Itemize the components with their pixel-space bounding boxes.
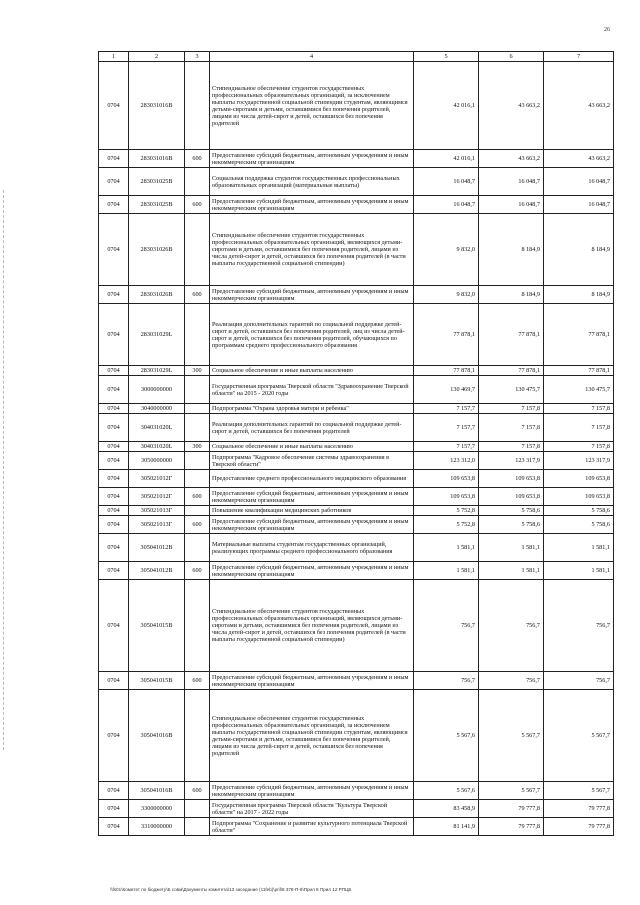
item-name: Предоставление среднего профессионального медицинского образования xyxy=(210,470,414,488)
target-article-code: 283031016В xyxy=(129,62,185,150)
target-article-code: 305041015В xyxy=(129,672,185,690)
target-article-code: 3050000000 xyxy=(129,452,185,470)
column-header: 7 xyxy=(544,52,614,62)
table-row xyxy=(99,286,614,304)
table-row xyxy=(99,168,614,196)
item-name: Предоставление субсидий бюджетным, автономным учреждениям и иным некоммерческим организациям xyxy=(210,150,414,168)
target-article-code: 283031029L xyxy=(129,366,185,376)
table-row xyxy=(99,196,614,214)
item-name: Предоставление субсидий бюджетным, автономным учреждениям и иным некоммерческим организациям xyxy=(210,286,414,304)
item-name: Материальные выплаты студентам государственных организаций, реализующих программы среднего профессионального образования xyxy=(210,534,414,562)
amount-year-2: 16 048,7 xyxy=(479,196,544,214)
table-row xyxy=(99,672,614,690)
table-row xyxy=(99,690,614,782)
footer-file-path: \\fs01\Комитет по бюджету\Б совм\Документы комитета\13 заседание (11feb)\pril\8 378-П-6\Прил 8 Прил 12 РПЦБ xyxy=(110,887,352,892)
budget-section-code: 0704 xyxy=(99,196,129,214)
budget-section-code: 0704 xyxy=(99,214,129,286)
amount-year-3: 756,7 xyxy=(544,672,614,690)
amount-year-1: 756,7 xyxy=(414,580,479,672)
amount-year-1: 77 878,1 xyxy=(414,304,479,366)
target-article-code: 304031020L xyxy=(129,442,185,452)
amount-year-1: 109 653,8 xyxy=(414,488,479,506)
amount-year-3: 16 048,7 xyxy=(544,196,614,214)
target-article-code: 305041015В xyxy=(129,580,185,672)
amount-year-2: 79 777,8 xyxy=(479,800,544,818)
amount-year-1: 9 832,0 xyxy=(414,286,479,304)
amount-year-1: 7 157,7 xyxy=(414,414,479,442)
budget-section-code: 0704 xyxy=(99,516,129,534)
amount-year-2: 109 653,8 xyxy=(479,488,544,506)
amount-year-2: 1 581,1 xyxy=(479,562,544,580)
budget-section-code: 0704 xyxy=(99,580,129,672)
target-article-code: 283031026В xyxy=(129,286,185,304)
amount-year-2: 1 581,1 xyxy=(479,534,544,562)
table-row xyxy=(99,782,614,800)
amount-year-1: 77 878,1 xyxy=(414,366,479,376)
amount-year-3: 5 567,7 xyxy=(544,690,614,782)
expense-type-code: 600 xyxy=(185,488,210,506)
item-name: Предоставление субсидий бюджетным, автономным учреждениям и иным некоммерческим организациям xyxy=(210,196,414,214)
amount-year-3: 7 157,8 xyxy=(544,414,614,442)
item-name: Социальная поддержка студентов государственных профессиональных образовательных организаций (материальные выплаты) xyxy=(210,168,414,196)
amount-year-3: 5 567,7 xyxy=(544,782,614,800)
target-article-code: 305021013Г xyxy=(129,516,185,534)
amount-year-2: 79 777,8 xyxy=(479,818,544,836)
item-name: Социальное обеспечение и иные выплаты населению xyxy=(210,442,414,452)
target-article-code: 3040000000 xyxy=(129,404,185,414)
expense-type-code: 600 xyxy=(185,286,210,304)
expense-type-code xyxy=(185,168,210,196)
expense-type-code xyxy=(185,800,210,818)
expense-type-code: 300 xyxy=(185,442,210,452)
item-name: Предоставление субсидий бюджетным, автономным учреждениям и иным некоммерческим организациям xyxy=(210,488,414,506)
amount-year-3: 109 653,8 xyxy=(544,488,614,506)
expense-type-code: 600 xyxy=(185,562,210,580)
column-header: 2 xyxy=(129,52,185,62)
expense-type-code: 600 xyxy=(185,672,210,690)
table-row xyxy=(99,150,614,168)
table-body xyxy=(99,62,614,836)
amount-year-1: 5 567,6 xyxy=(414,782,479,800)
item-name: Подпрограмма "Сохранение и развитие культурного потенциала Тверской области" xyxy=(210,818,414,836)
amount-year-2: 5 758,6 xyxy=(479,516,544,534)
target-article-code: 305041016В xyxy=(129,690,185,782)
amount-year-3: 16 048,7 xyxy=(544,168,614,196)
target-article-code: 305041016В xyxy=(129,782,185,800)
item-name: Реализация дополнительных гарантий по социальной поддержке детей-сирот и детей, оставшихся без попечения родителей, лиц из числа детей-сирот и детей, оставшихся без попечения родителей, обучающихся по программам среднего профессионального образования xyxy=(210,304,414,366)
amount-year-2: 123 317,9 xyxy=(479,452,544,470)
expense-type-code xyxy=(185,404,210,414)
expense-type-code xyxy=(185,580,210,672)
target-article-code: 305021012Г xyxy=(129,470,185,488)
budget-section-code: 0704 xyxy=(99,506,129,516)
amount-year-1: 5 567,6 xyxy=(414,690,479,782)
amount-year-3: 7 157,8 xyxy=(544,442,614,452)
item-name: Повышение квалификации медицинских работников xyxy=(210,506,414,516)
expense-type-code: 600 xyxy=(185,516,210,534)
amount-year-1: 81 141,9 xyxy=(414,818,479,836)
item-name: Предоставление субсидий бюджетным, автономным учреждениям и иным некоммерческим организациям xyxy=(210,672,414,690)
budget-section-code: 0704 xyxy=(99,534,129,562)
expense-type-code xyxy=(185,304,210,366)
amount-year-2: 130 475,7 xyxy=(479,376,544,404)
amount-year-3: 8 184,9 xyxy=(544,214,614,286)
table-row xyxy=(99,414,614,442)
budget-section-code: 0704 xyxy=(99,672,129,690)
amount-year-2: 43 663,2 xyxy=(479,150,544,168)
amount-year-2: 5 567,7 xyxy=(479,782,544,800)
amount-year-2: 5 567,7 xyxy=(479,690,544,782)
amount-year-2: 5 758,6 xyxy=(479,506,544,516)
budget-section-code: 0704 xyxy=(99,168,129,196)
expense-type-code: 300 xyxy=(185,366,210,376)
amount-year-2: 7 157,8 xyxy=(479,404,544,414)
amount-year-1: 83 458,9 xyxy=(414,800,479,818)
expense-type-code xyxy=(185,62,210,150)
item-name: Стипендиальное обеспечение студентов государственных профессиональных образовательных организаций, являющихся детьми-сиротами и детьми, оставшимися без попечения родителей, лицами из числа детей-сирот и детей, оставшихся без попечения родителей (в части выплаты государственной социальной стипендии) xyxy=(210,580,414,672)
budget-section-code: 0704 xyxy=(99,376,129,404)
item-name: Реализация дополнительных гарантий по социальной поддержке детей-сирот и детей, оставшихся без попечения родителей xyxy=(210,414,414,442)
amount-year-1: 7 157,7 xyxy=(414,404,479,414)
amount-year-1: 109 653,8 xyxy=(414,470,479,488)
budget-section-code: 0704 xyxy=(99,442,129,452)
amount-year-3: 1 581,1 xyxy=(544,534,614,562)
budget-section-code: 0704 xyxy=(99,62,129,150)
amount-year-3: 109 653,8 xyxy=(544,470,614,488)
amount-year-2: 109 653,8 xyxy=(479,470,544,488)
budget-section-code: 0704 xyxy=(99,150,129,168)
target-article-code: 305041012В xyxy=(129,534,185,562)
budget-section-code: 0704 xyxy=(99,304,129,366)
item-name: Предоставление субсидий бюджетным, автономным учреждениям и иным некоммерческим организациям xyxy=(210,562,414,580)
amount-year-3: 123 317,9 xyxy=(544,452,614,470)
table-row xyxy=(99,534,614,562)
table-row xyxy=(99,62,614,150)
amount-year-3: 77 878,1 xyxy=(544,366,614,376)
expense-type-code: 600 xyxy=(185,196,210,214)
budget-section-code: 0704 xyxy=(99,818,129,836)
amount-year-1: 123 312,0 xyxy=(414,452,479,470)
target-article-code: 283031025В xyxy=(129,196,185,214)
budget-section-code: 0704 xyxy=(99,286,129,304)
expense-type-code xyxy=(185,214,210,286)
item-name: Подпрограмма "Охрана здоровья матери и ребенка" xyxy=(210,404,414,414)
target-article-code: 283031026В xyxy=(129,214,185,286)
budget-section-code: 0704 xyxy=(99,690,129,782)
expense-type-code xyxy=(185,818,210,836)
page-number: 26 xyxy=(604,27,610,33)
table-header-row xyxy=(99,52,614,62)
target-article-code: 283031029L xyxy=(129,304,185,366)
column-header: 3 xyxy=(185,52,210,62)
expense-type-code: 600 xyxy=(185,782,210,800)
table-row xyxy=(99,304,614,366)
expense-type-code xyxy=(185,534,210,562)
amount-year-1: 130 469,7 xyxy=(414,376,479,404)
table-row xyxy=(99,580,614,672)
amount-year-2: 16 048,7 xyxy=(479,168,544,196)
amount-year-3: 5 758,6 xyxy=(544,516,614,534)
amount-year-3: 5 758,6 xyxy=(544,506,614,516)
amount-year-1: 756,7 xyxy=(414,672,479,690)
amount-year-2: 756,7 xyxy=(479,672,544,690)
amount-year-2: 77 878,1 xyxy=(479,304,544,366)
budget-section-code: 0704 xyxy=(99,562,129,580)
item-name: Предоставление субсидий бюджетным, автономным учреждениям и иным некоммерческим организациям xyxy=(210,516,414,534)
amount-year-2: 43 663,2 xyxy=(479,62,544,150)
table-row xyxy=(99,818,614,836)
amount-year-3: 130 475,7 xyxy=(544,376,614,404)
table-row xyxy=(99,442,614,452)
amount-year-3: 1 581,1 xyxy=(544,562,614,580)
column-header: 4 xyxy=(210,52,414,62)
column-header: 6 xyxy=(479,52,544,62)
budget-section-code: 0704 xyxy=(99,488,129,506)
target-article-code: 3000000000 xyxy=(129,376,185,404)
amount-year-3: 43 663,2 xyxy=(544,62,614,150)
amount-year-1: 5 752,8 xyxy=(414,516,479,534)
expense-type-code: 600 xyxy=(185,150,210,168)
table-row xyxy=(99,376,614,404)
item-name: Стипендиальное обеспечение студентов государственных профессиональных образовательных организаций, за исключением выплаты государственной социальной стипендии студентам, являющимся детьми-сиротами и детьми, оставшимися без попечения родителей, лицами из числа детей-сирот и детей, оставшихся без попечения родителей xyxy=(210,62,414,150)
amount-year-2: 8 184,9 xyxy=(479,214,544,286)
amount-year-1: 9 832,0 xyxy=(414,214,479,286)
table-row xyxy=(99,452,614,470)
table-row xyxy=(99,506,614,516)
expense-type-code xyxy=(185,506,210,516)
amount-year-3: 79 777,8 xyxy=(544,800,614,818)
amount-year-3: 756,7 xyxy=(544,580,614,672)
table-row xyxy=(99,404,614,414)
amount-year-3: 8 184,9 xyxy=(544,286,614,304)
budget-section-code: 0704 xyxy=(99,366,129,376)
amount-year-2: 7 157,8 xyxy=(479,414,544,442)
amount-year-2: 77 878,1 xyxy=(479,366,544,376)
expense-type-code xyxy=(185,470,210,488)
item-name: Государственная программа Тверской области "Здравоохранение Тверской области" на 2015 - 2020 годы xyxy=(210,376,414,404)
column-header: 1 xyxy=(99,52,129,62)
table-row xyxy=(99,366,614,376)
item-name: Государственная программа Тверской области "Культура Тверской области" на 2017 - 2022 годы xyxy=(210,800,414,818)
amount-year-1: 42 016,1 xyxy=(414,62,479,150)
amount-year-3: 79 777,8 xyxy=(544,818,614,836)
amount-year-1: 5 752,8 xyxy=(414,506,479,516)
item-name: Предоставление субсидий бюджетным, автономным учреждениям и иным некоммерческим организациям xyxy=(210,782,414,800)
table-row xyxy=(99,214,614,286)
column-header: 5 xyxy=(414,52,479,62)
target-article-code: 305041012В xyxy=(129,562,185,580)
budget-section-code: 0704 xyxy=(99,404,129,414)
amount-year-3: 7 157,8 xyxy=(544,404,614,414)
amount-year-1: 7 157,7 xyxy=(414,442,479,452)
target-article-code: 283031025В xyxy=(129,168,185,196)
amount-year-2: 756,7 xyxy=(479,580,544,672)
table-row xyxy=(99,488,614,506)
expense-type-code xyxy=(185,690,210,782)
item-name: Стипендиальное обеспечение студентов государственных профессиональных образовательных организаций, являющихся детьми-сиротами и детьми, оставшимися без попечения родителей, лицами из числа детей-сирот и детей, оставшихся без попечения родителей (в части выплаты государственной социальной стипендии) xyxy=(210,214,414,286)
table-row xyxy=(99,516,614,534)
budget-section-code: 0704 xyxy=(99,452,129,470)
item-name: Стипендиальное обеспечение студентов государственных профессиональных образовательных организаций, за исключением выплаты государственной социальной стипендии студентам, являющимся детьми-сиротами и детьми, оставшимися без попечения родителей, лицами из числа детей-сирот и детей, оставшихся без попечения родителей xyxy=(210,690,414,782)
target-article-code: 283031016В xyxy=(129,150,185,168)
amount-year-2: 7 157,8 xyxy=(479,442,544,452)
budget-section-code: 0704 xyxy=(99,782,129,800)
budget-table xyxy=(98,51,614,836)
expense-type-code xyxy=(185,414,210,442)
target-article-code: 305021013Г xyxy=(129,506,185,516)
budget-section-code: 0704 xyxy=(99,800,129,818)
scan-margin-marks xyxy=(3,190,6,750)
table-row xyxy=(99,800,614,818)
budget-section-code: 0704 xyxy=(99,470,129,488)
target-article-code: 305021012Г xyxy=(129,488,185,506)
expense-type-code xyxy=(185,452,210,470)
amount-year-1: 1 581,1 xyxy=(414,534,479,562)
expense-type-code xyxy=(185,376,210,404)
target-article-code: 304031020L xyxy=(129,414,185,442)
table-row xyxy=(99,562,614,580)
target-article-code: 3300000000 xyxy=(129,800,185,818)
item-name: Социальное обеспечение и иные выплаты населению xyxy=(210,366,414,376)
target-article-code: 3310000000 xyxy=(129,818,185,836)
item-name: Подпрограмма "Кадровое обеспечение системы здравоохранения в Тверской области" xyxy=(210,452,414,470)
amount-year-1: 42 016,1 xyxy=(414,150,479,168)
table-row xyxy=(99,470,614,488)
amount-year-1: 16 048,7 xyxy=(414,168,479,196)
amount-year-1: 16 048,7 xyxy=(414,196,479,214)
amount-year-3: 77 878,1 xyxy=(544,304,614,366)
amount-year-3: 43 663,2 xyxy=(544,150,614,168)
amount-year-1: 1 581,1 xyxy=(414,562,479,580)
amount-year-2: 8 184,9 xyxy=(479,286,544,304)
budget-section-code: 0704 xyxy=(99,414,129,442)
